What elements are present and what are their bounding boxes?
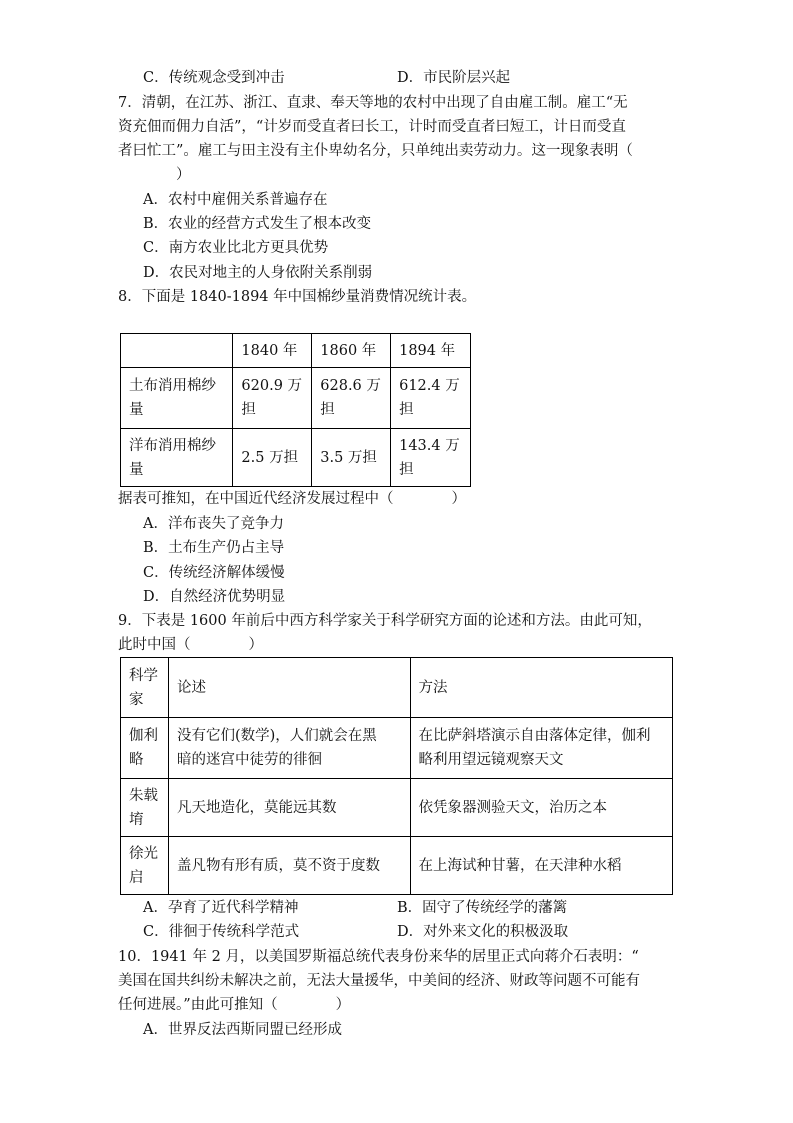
q7-option-b: B．农业的经营方式发生了根本改变 bbox=[143, 216, 372, 232]
table-cell: 620.9 万 担 bbox=[233, 368, 312, 429]
row-label: 洋布消用棉纱 量 bbox=[121, 429, 233, 487]
table-row bbox=[121, 779, 673, 837]
scientist-method: 在比萨斜塔演示自由落体定律，伽利 略利用望远镜观察天文 bbox=[410, 718, 673, 779]
table-cell: 2.5 万担 bbox=[233, 429, 312, 487]
q7-stem-line3: 者曰忙工”。雇工与田主没有主仆卑幼名分，只单纯出卖劳动力。这一现象表明（ bbox=[118, 143, 633, 159]
q7-stem-line2: 资充佃而佣力自活”，“计岁而受直者曰长工，计时而受直者曰短工，计日而受直 bbox=[118, 119, 626, 135]
q10-stem-line3: 任何进展。”由此可推知（ ） bbox=[118, 997, 351, 1013]
table-header-method: 方法 bbox=[410, 658, 673, 718]
q9-option-c: C．徘徊于传统科学范式 bbox=[143, 924, 300, 940]
q8-stem: 8．下面是 1840-1894 年中国棉纱量消费情况统计表。 bbox=[118, 289, 477, 305]
scientist-name: 徐光 启 bbox=[121, 837, 169, 895]
table-row bbox=[121, 837, 673, 895]
q7-option-c: C．南方农业比北方更具优势 bbox=[143, 240, 329, 256]
q7-stem-line4: ） bbox=[176, 167, 191, 183]
q10-stem-line1: 10．1941 年 2 月，以美国罗斯福总统代表身份来华的居里正式向蒋介石表明：“ bbox=[118, 949, 639, 965]
table-row bbox=[121, 368, 471, 429]
q7-option-a: A．农村中雇佣关系普遍存在 bbox=[143, 192, 328, 208]
q9-stem-line1: 9．下表是 1600 年前后中西方科学家关于科学研究方面的论述和方法。由此可知， bbox=[118, 613, 652, 629]
q9-option-d: D．对外来文化的积极汲取 bbox=[397, 924, 569, 940]
row-label: 土布消用棉纱 量 bbox=[121, 368, 233, 429]
table-header-1860: 1860 年 bbox=[312, 334, 391, 368]
q8-option-c: C．传统经济解体缓慢 bbox=[143, 565, 285, 581]
scientist-name: 伽利 略 bbox=[121, 718, 169, 779]
q7-stem-line1: 7．清朝，在江苏、浙江、直隶、奉天等地的农村中出现了自由雇工制。雇工“无 bbox=[118, 95, 628, 111]
table-header-scientist: 科学 家 bbox=[121, 658, 169, 718]
table-cell: 612.4 万 担 bbox=[391, 368, 471, 429]
q9-stem-line2: 此时中国（ ） bbox=[118, 637, 263, 653]
table-header-empty bbox=[121, 334, 233, 368]
table-header-view: 论述 bbox=[168, 658, 410, 718]
q9-option-b: B．固守了传统经学的藩篱 bbox=[397, 900, 568, 916]
table-cell: 143.4 万 担 bbox=[391, 429, 471, 487]
table-row bbox=[121, 718, 673, 779]
q10-stem-line2: 美国在国共纠纷未解决之前，无法大量援华，中美间的经济、财政等问题不可能有 bbox=[118, 973, 640, 989]
table-header-1840: 1840 年 bbox=[233, 334, 312, 368]
scientist-view: 盖凡物有形有质，莫不资于度数 bbox=[168, 837, 410, 895]
q7-option-d: D．农民对地主的人身依附关系削弱 bbox=[143, 265, 373, 281]
q9-option-a: A．孕育了近代科学精神 bbox=[143, 900, 299, 916]
table-row bbox=[121, 429, 471, 487]
q8-option-d: D．自然经济优势明显 bbox=[143, 589, 286, 605]
scientist-method: 在上海试种甘薯，在天津种水稻 bbox=[410, 837, 673, 895]
option-d-previous: D．市民阶层兴起 bbox=[397, 70, 511, 86]
option-c-previous: C．传统观念受到冲击 bbox=[143, 70, 285, 86]
q8-question: 据表可推知，在中国近代经济发展过程中（ ） bbox=[118, 491, 466, 507]
table-cell: 3.5 万担 bbox=[312, 429, 391, 487]
table-header-1894: 1894 年 bbox=[391, 334, 471, 368]
scientist-view: 没有它们(数学)，人们就会在黑 暗的迷宫中徒劳的徘徊 bbox=[168, 718, 410, 779]
scientist-method: 依凭象器测验天文，治历之本 bbox=[410, 779, 673, 837]
q10-option-a: A．世界反法西斯同盟已经形成 bbox=[143, 1022, 342, 1038]
q8-option-b: B．土布生产仍占主导 bbox=[143, 540, 285, 556]
table-cell: 628.6 万 担 bbox=[312, 368, 391, 429]
scientist-view: 凡天地造化，莫能远其数 bbox=[168, 779, 410, 837]
scientists-table bbox=[120, 657, 673, 895]
cotton-yarn-table bbox=[120, 333, 471, 487]
scientist-name: 朱载 堉 bbox=[121, 779, 169, 837]
q8-option-a: A．洋布丧失了竞争力 bbox=[143, 516, 284, 532]
